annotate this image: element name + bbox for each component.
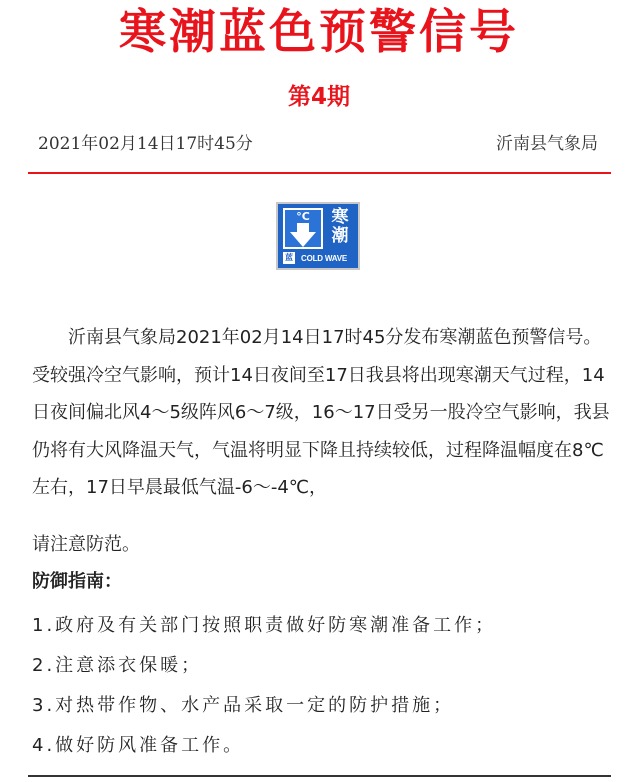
issuer-name: 沂南县气象局 [496,134,598,154]
warning-body [32,319,617,507]
guide-heading: 防御指南： [32,571,122,592]
guide-item: 4.做好防风准备工作。 [32,735,245,756]
guide-item: 3.对热带作物、水产品采取一定的防护措施； [32,695,455,716]
guide-item: 2.注意添衣保暖； [32,655,203,676]
cold-wave-blue-warning-icon [276,202,360,270]
guide-list [32,606,496,766]
issue-number: 第4期 [287,84,350,110]
icon-label-line1: 寒 [331,207,349,227]
celsius-symbol: °C [296,210,310,223]
temperature-drop-icon [283,208,323,249]
warning-paragraph: 沂南县气象局2021年02月14日17时45分发布寒潮蓝色预警信号。受较强冷空气影响，预计14日夜间至17日我县将出现寒潮天气过程，14日夜间偏北风4～5级阵风6～7级，16～17日受另一股冷空气影响，我县仍将有大风降温天气，气温将明显下降且持续较低，过程降温幅度在8℃左右，17日早晨最低气温-6～-4℃， [32,327,610,498]
down-arrow-icon [290,223,316,247]
guide-item: 1.政府及有关部门按照职责做好防寒潮准备工作； [32,615,497,636]
level-mark: 蓝 [285,253,293,262]
icon-label-line2: 潮 [331,226,349,246]
icon-footer [281,251,355,265]
icon-english-label: COLD WAVE [301,253,348,263]
issue-date: 2021年02月14日17时45分 [38,134,253,154]
icon-chinese-label [327,208,353,246]
header-divider [28,172,611,174]
footer-divider [28,775,611,777]
warning-title: 寒潮蓝色预警信号 [119,5,519,60]
warning-tail: 请注意防范。 [32,534,140,555]
